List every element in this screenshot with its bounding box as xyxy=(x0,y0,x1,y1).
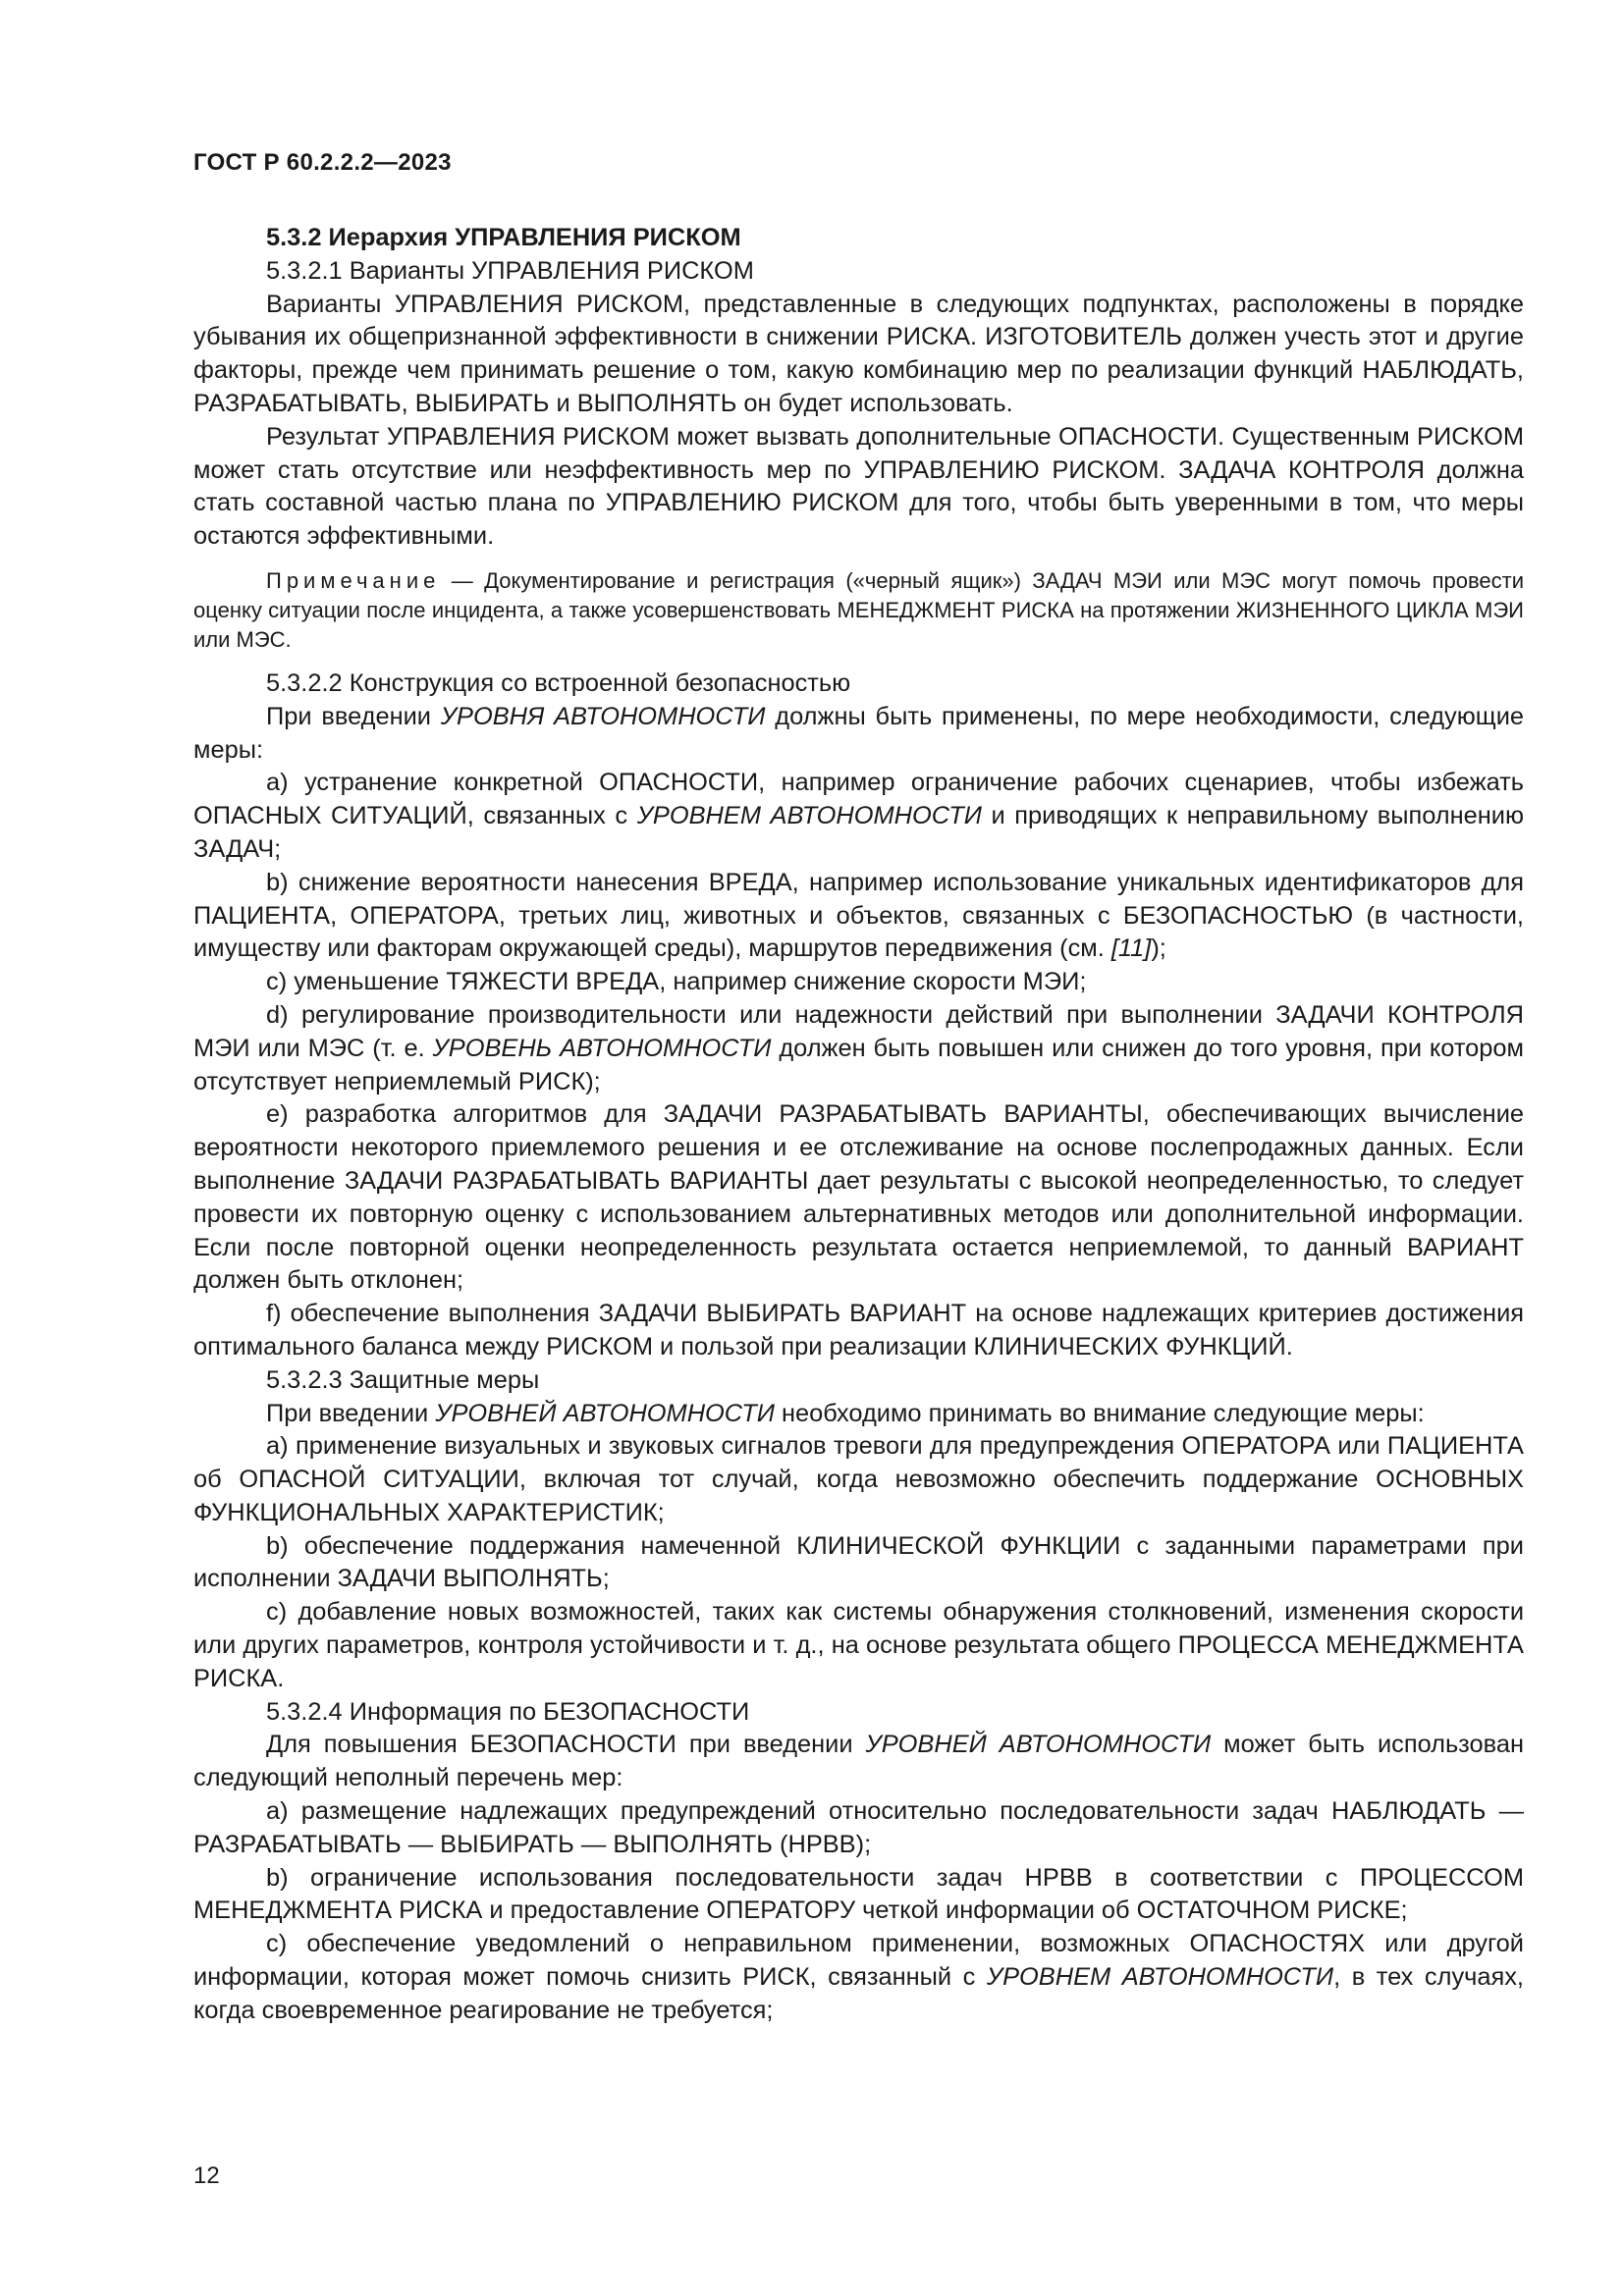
list-item: c) обеспечение уведомлений о неправильном применении, возможных ОПАСНОСТЯХ или другой информации, которая может помочь снизить РИСК, связанный с УРОВНЕМ АВТОНОМНОСТИ, в тех случаях, когда своевременное реагирование не требуется; xyxy=(193,1930,1524,2024)
list-item: b) обеспечение поддержания намеченной КЛИНИЧЕСКОЙ ФУНКЦИИ с заданными параметрами при исполнении ЗАДАЧИ ВЫПОЛНЯТЬ; xyxy=(193,1531,1524,1593)
standard-code-header: ГОСТ Р 60.2.2.2—2023 xyxy=(193,149,452,176)
page-number: 12 xyxy=(193,2163,220,2189)
paragraph: Результат УПРАВЛЕНИЯ РИСКОМ может вызвать дополнительные ОПАСНОСТИ. Существенным РИСКОМ может стать отсутствие или неэффективность мер по УПРАВЛЕНИЮ РИСКОМ. ЗАДАЧА КОНТРОЛЯ должна стать составной частью плана по УПРАВЛЕНИЮ РИСКОМ для того, чтобы быть уверенными в том, что меры остаются эффективными. xyxy=(193,422,1524,551)
note-text: — Документирование и регистрация («черный ящик») ЗАДАЧ МЭИ или МЭС могут помочь провести оценку ситуации после инцидента, а также усовершенствовать МЕНЕДЖМЕНТ РИСКА на протяжении ЖИЗНЕННОГО ЦИКЛА МЭИ или МЭС. xyxy=(193,567,1524,652)
subsection-title: 5.3.2.2 Конструкция со встроенной безопасностью xyxy=(266,668,851,697)
note-label: Примечание xyxy=(266,567,441,593)
list-item: a) размещение надлежащих предупреждений относительно последовательности задач НАБЛЮДАТЬ — РАЗРАБАТЫВАТЬ — ВЫБИРАТЬ — ВЫПОЛНЯТЬ (НРВВ); xyxy=(193,1797,1524,1858)
paragraph: Варианты УПРАВЛЕНИЯ РИСКОМ, представленные в следующих подпунктах, расположены в порядке убывания их общепризнанной эффективности в снижении РИСКА. ИЗГОТОВИТЕЛЬ должен учесть этот и другие факторы, прежде чем принимать решение о том, какую комбинацию мер по реализации функций НАБЛЮДАТЬ, РАЗРАБАТЫВАТЬ, ВЫБИРАТЬ и ВЫПОЛНЯТЬ он будет использовать. xyxy=(193,290,1524,417)
list-item: f) обеспечение выполнения ЗАДАЧИ ВЫБИРАТЬ ВАРИАНТ на основе надлежащих критериев достижения оптимального баланса между РИСКОМ и пользой при реализации КЛИНИЧЕСКИХ ФУНКЦИЙ. xyxy=(193,1300,1524,1361)
paragraph: При введении УРОВНЯ АВТОНОМНОСТИ должны быть применены, по мере необходимости, следующие меры: xyxy=(193,702,1524,764)
list-item: a) устранение конкретной ОПАСНОСТИ, например ограничение рабочих сценариев, чтобы избежать ОПАСНЫХ СИТУАЦИЙ, связанных с УРОВНЕМ АВТОНОМНОСТИ и приводящих к неправильному выполнению ЗАДАЧ; xyxy=(193,769,1525,863)
subsection-title: 5.3.2.3 Защитные меры xyxy=(266,1365,540,1394)
list-item: a) применение визуальных и звуковых сигналов тревоги для предупреждения ОПЕРАТОРА или ПАЦИЕНТА об ОПАСНОЙ СИТУАЦИИ, включая тот случай, когда невозможно обеспечить поддержание ОСНОВНЫХ ФУНКЦИОНАЛЬНЫХ ХАРАКТЕРИСТИК; xyxy=(193,1432,1524,1526)
list-item: b) ограничение использования последовательности задач НРВВ в соответствии с ПРОЦЕССОМ МЕНЕДЖМЕНТА РИСКА и предоставление ОПЕРАТОРУ четкой информации об ОСТАТОЧНОМ РИСКЕ; xyxy=(193,1863,1524,1925)
list-item: e) разработка алгоритмов для ЗАДАЧИ РАЗРАБАТЫВАТЬ ВАРИАНТЫ, обеспечивающих вычисление вероятности некоторого приемлемого решения и ее отслеживание на основе послепродажных данных. Если выполнение ЗАДАЧИ РАЗРАБАТЫВАТЬ ВАРИАНТЫ дает результаты с высокой неопределенностью, то следует провести их повторную оценку с использованием альтернативных методов или дополнительной информации. Если после повторной оценки неопределенность результата остается неприемлемой, то данный ВАРИАНТ должен быть отклонен; xyxy=(193,1100,1524,1295)
subsection-title: 5.3.2.1 Варианты УПРАВЛЕНИЯ РИСКОМ xyxy=(266,256,754,285)
note xyxy=(193,566,1524,655)
paragraph: При введении УРОВНЕЙ АВТОНОМНОСТИ необходимо принимать во внимание следующие меры: xyxy=(266,1399,1425,1427)
list-item: c) уменьшение ТЯЖЕСТИ ВРЕДА, например снижение скорости МЭИ; xyxy=(266,968,1087,996)
paragraph: Для повышения БЕЗОПАСНОСТИ при введении УРОВНЕЙ АВТОНОМНОСТИ может быть использован следующий неполный перечень мер: xyxy=(193,1731,1525,1792)
section-title: 5.3.2 Иерархия УПРАВЛЕНИЯ РИСКОМ xyxy=(266,224,741,251)
subsection-title: 5.3.2.4 Информация по БЕЗОПАСНОСТИ xyxy=(266,1697,750,1726)
list-item: c) добавление новых возможностей, таких как системы обнаружения столкновений, изменения скорости или других параметров, контроля устойчивости и т. д., на основе результата общего ПРОЦЕССА МЕНЕДЖМЕНТА РИСКА. xyxy=(193,1598,1524,1692)
list-item: b) снижение вероятности нанесения ВРЕДА, например использование уникальных идентификаторов для ПАЦИЕНТА, ОПЕРАТОРА, третьих лиц, животных и объектов, связанных с БЕЗОПАСНОСТЬЮ (в частности, имуществу или факторам окружающей среды), маршрутов передвижения (см. [11]); xyxy=(193,868,1524,963)
document-body xyxy=(193,222,1524,2028)
list-item: d) регулирование производительности или надежности действий при выполнении ЗАДАЧИ КОНТРОЛЯ МЭИ или МЭС (т. е. УРОВЕНЬ АВТОНОМНОСТИ должен быть повышен или снижен до того уровня, при котором отсутствует неприемлемый РИСК); xyxy=(193,1000,1525,1095)
